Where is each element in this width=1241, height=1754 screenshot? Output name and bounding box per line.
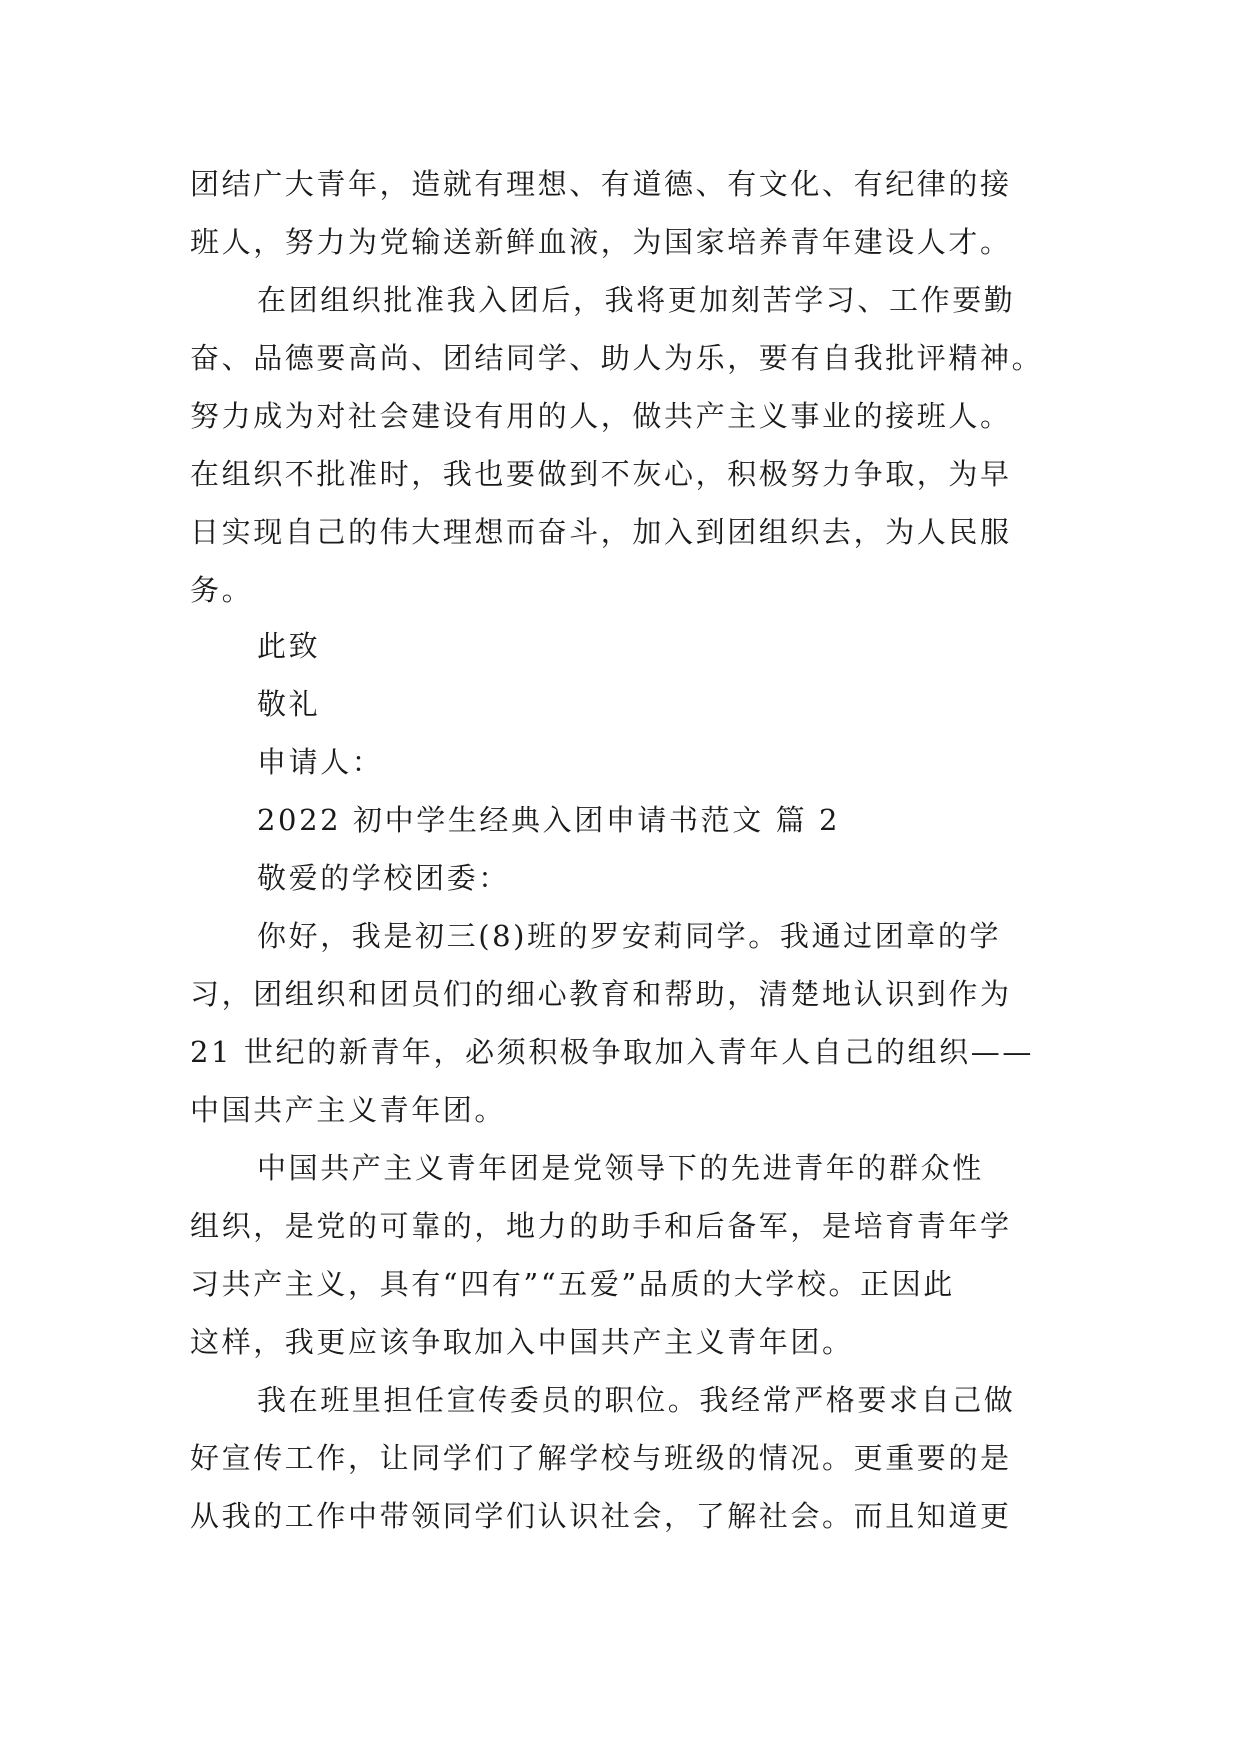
text-line: 从我的工作中带领同学们认识社会，了解社会。而且知道更: [190, 1499, 1012, 1533]
text-line: 务。: [190, 573, 254, 607]
text-line: 在团组织批准我入团后，我将更加刻苦学习、工作要勤: [257, 283, 1016, 317]
text-line: 好宣传工作，让同学们了解学校与班级的情况。更重要的是: [190, 1441, 1012, 1475]
text-line: 习共产主义，具有“四有”“五爱”品质的大学校。正因此: [190, 1267, 955, 1301]
text-line: 这样，我更应该争取加入中国共产主义青年团。: [190, 1325, 854, 1359]
text-line: 习，团组织和团员们的细心教育和帮助，清楚地认识到作为: [190, 977, 1012, 1011]
text-line: 努力成为对社会建设有用的人，做共产主义事业的接班人。: [190, 399, 1012, 433]
closing-line: 此致: [257, 629, 321, 663]
text-line: 我在班里担任宣传委员的职位。我经常严格要求自己做: [257, 1383, 1016, 1417]
text-line: 班人，努力为党输送新鲜血液，为国家培养青年建设人才。: [190, 225, 1012, 259]
text-line: 21 世纪的新青年，必须积极争取加入青年人自己的组织——: [190, 1035, 1034, 1069]
text-line: 组织，是党的可靠的，地力的助手和后备军，是培育青年学: [190, 1209, 1012, 1243]
text-line: 在组织不批准时，我也要做到不灰心，积极努力争取，为早: [190, 457, 1012, 491]
text-line: 团结广大青年，造就有理想、有道德、有文化、有纪律的接: [190, 167, 1012, 201]
text-line: 日实现自己的伟大理想而奋斗，加入到团组织去，为人民服: [190, 515, 1012, 549]
closing-line: 敬礼: [257, 687, 321, 721]
text-line: 中国共产主义青年团是党领导下的先进青年的群众性: [257, 1151, 984, 1185]
salutation-line: 敬爱的学校团委：: [257, 861, 510, 895]
text-line: 中国共产主义青年团。: [190, 1093, 507, 1127]
text-line: 你好，我是初三(8)班的罗安莉同学。我通过团章的学: [257, 919, 1002, 953]
text-line: 奋、品德要高尚、团结同学、助人为乐，要有自我批评精神。: [190, 341, 1044, 375]
applicant-line: 申请人：: [257, 745, 384, 779]
section-heading: 2022 初中学生经典入团申请书范文 篇 2: [257, 803, 841, 837]
